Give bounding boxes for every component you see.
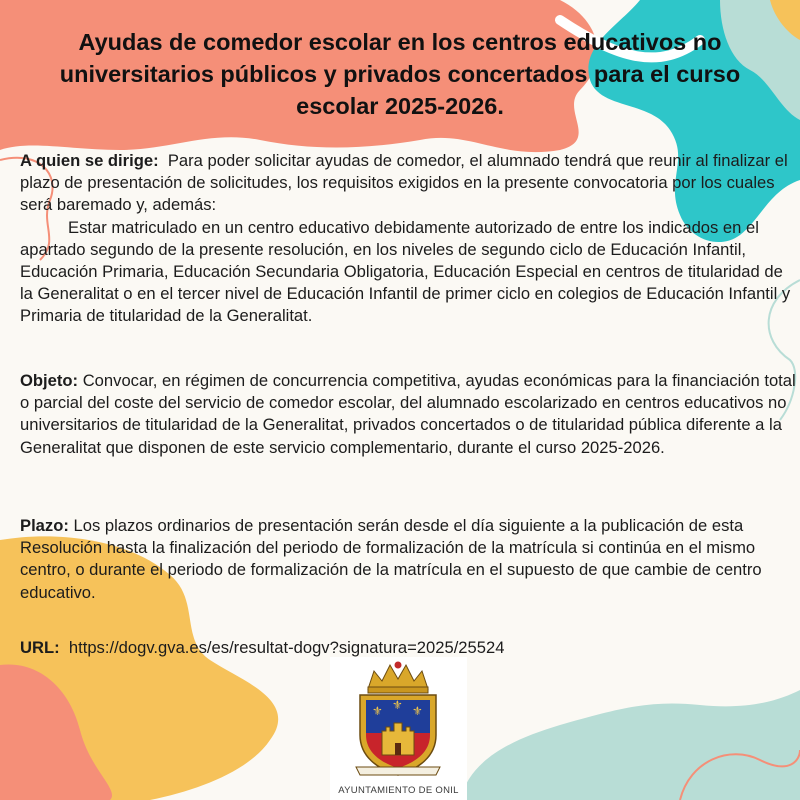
plazo-label: Plazo:: [20, 516, 69, 535]
crown-jewel-shape: [395, 662, 402, 669]
section-objeto: [20, 370, 798, 459]
url-link[interactable]: https://dogv.gva.es/es/resultat-dogv?signatura=2025/25524: [68, 638, 505, 657]
fleur-de-lis-icon: ⚜: [412, 704, 423, 718]
motto-ribbon-shape: [356, 767, 440, 775]
logo-caption: AYUNTAMIENTO DE ONIL: [338, 785, 459, 796]
coat-of-arms-icon: [330, 657, 467, 782]
section-a-quien-se-dirige: [20, 150, 798, 328]
dirige-label: A quien se dirige:: [20, 151, 159, 170]
castle-door-shape: [395, 743, 401, 755]
objeto-text: Convocar, en régimen de concurrencia competitiva, ayudas económicas para la financiación total o parcial del coste del servicio de comedor escolar, del alumnado escolarizado en centros educativos no universitarios de titularidad de la Generalitat, privados concertados o de titularidad pública diferente a la Generalitat que disponen de este servicio complementario, durante el curso 2025-2026.: [20, 371, 796, 457]
dirige-intro: Para poder solicitar ayudas de comedor, el alumnado tendrá que reunir al finalizar el plazo de presentación de solicitudes, los requisitos exigidos en la presente convocatoria por los cuales será baremado y, además:: [20, 151, 788, 215]
crown-shape: [368, 665, 428, 689]
dirige-requirement: Estar matriculado en un centro educativo debidamente autorizado de entre los indicados en el apartado segundo de la presente resolución, en los niveles de segundo ciclo de Educación Infantil, Educación Primaria, Educación Secundaria Obligatoria, Educación Especial en centros de titularidad de la Generalitat o en el tercer nivel de Educación Infantil de primer ciclo en colegios de Educación Infantil y Primaria de titularidad de la Generalitat.: [20, 217, 791, 326]
url-label: URL:: [20, 638, 60, 657]
fleur-de-lis-icon: ⚜: [392, 698, 403, 712]
section-plazo: [20, 515, 798, 604]
page-title: Ayudas de comedor escolar en los centros educativos no universitarios públicos y privados concertados para el curso escolar 2025-2026.: [59, 29, 741, 119]
plazo-text: Los plazos ordinarios de presentación serán desde el día siguiente a la publicación de esta Resolución hasta la finalización del periodo de formalización de la matrícula si continúa en el mismo centro, o durante el periodo de formalización de la matrícula en el supuesto de que cambie de centro educativo.: [20, 516, 762, 602]
fleur-de-lis-icon: ⚜: [372, 704, 383, 718]
crown-band-shape: [368, 687, 428, 693]
section-url: [20, 637, 798, 659]
ayuntamiento-logo: [330, 657, 467, 800]
objeto-label: Objeto:: [20, 371, 79, 390]
